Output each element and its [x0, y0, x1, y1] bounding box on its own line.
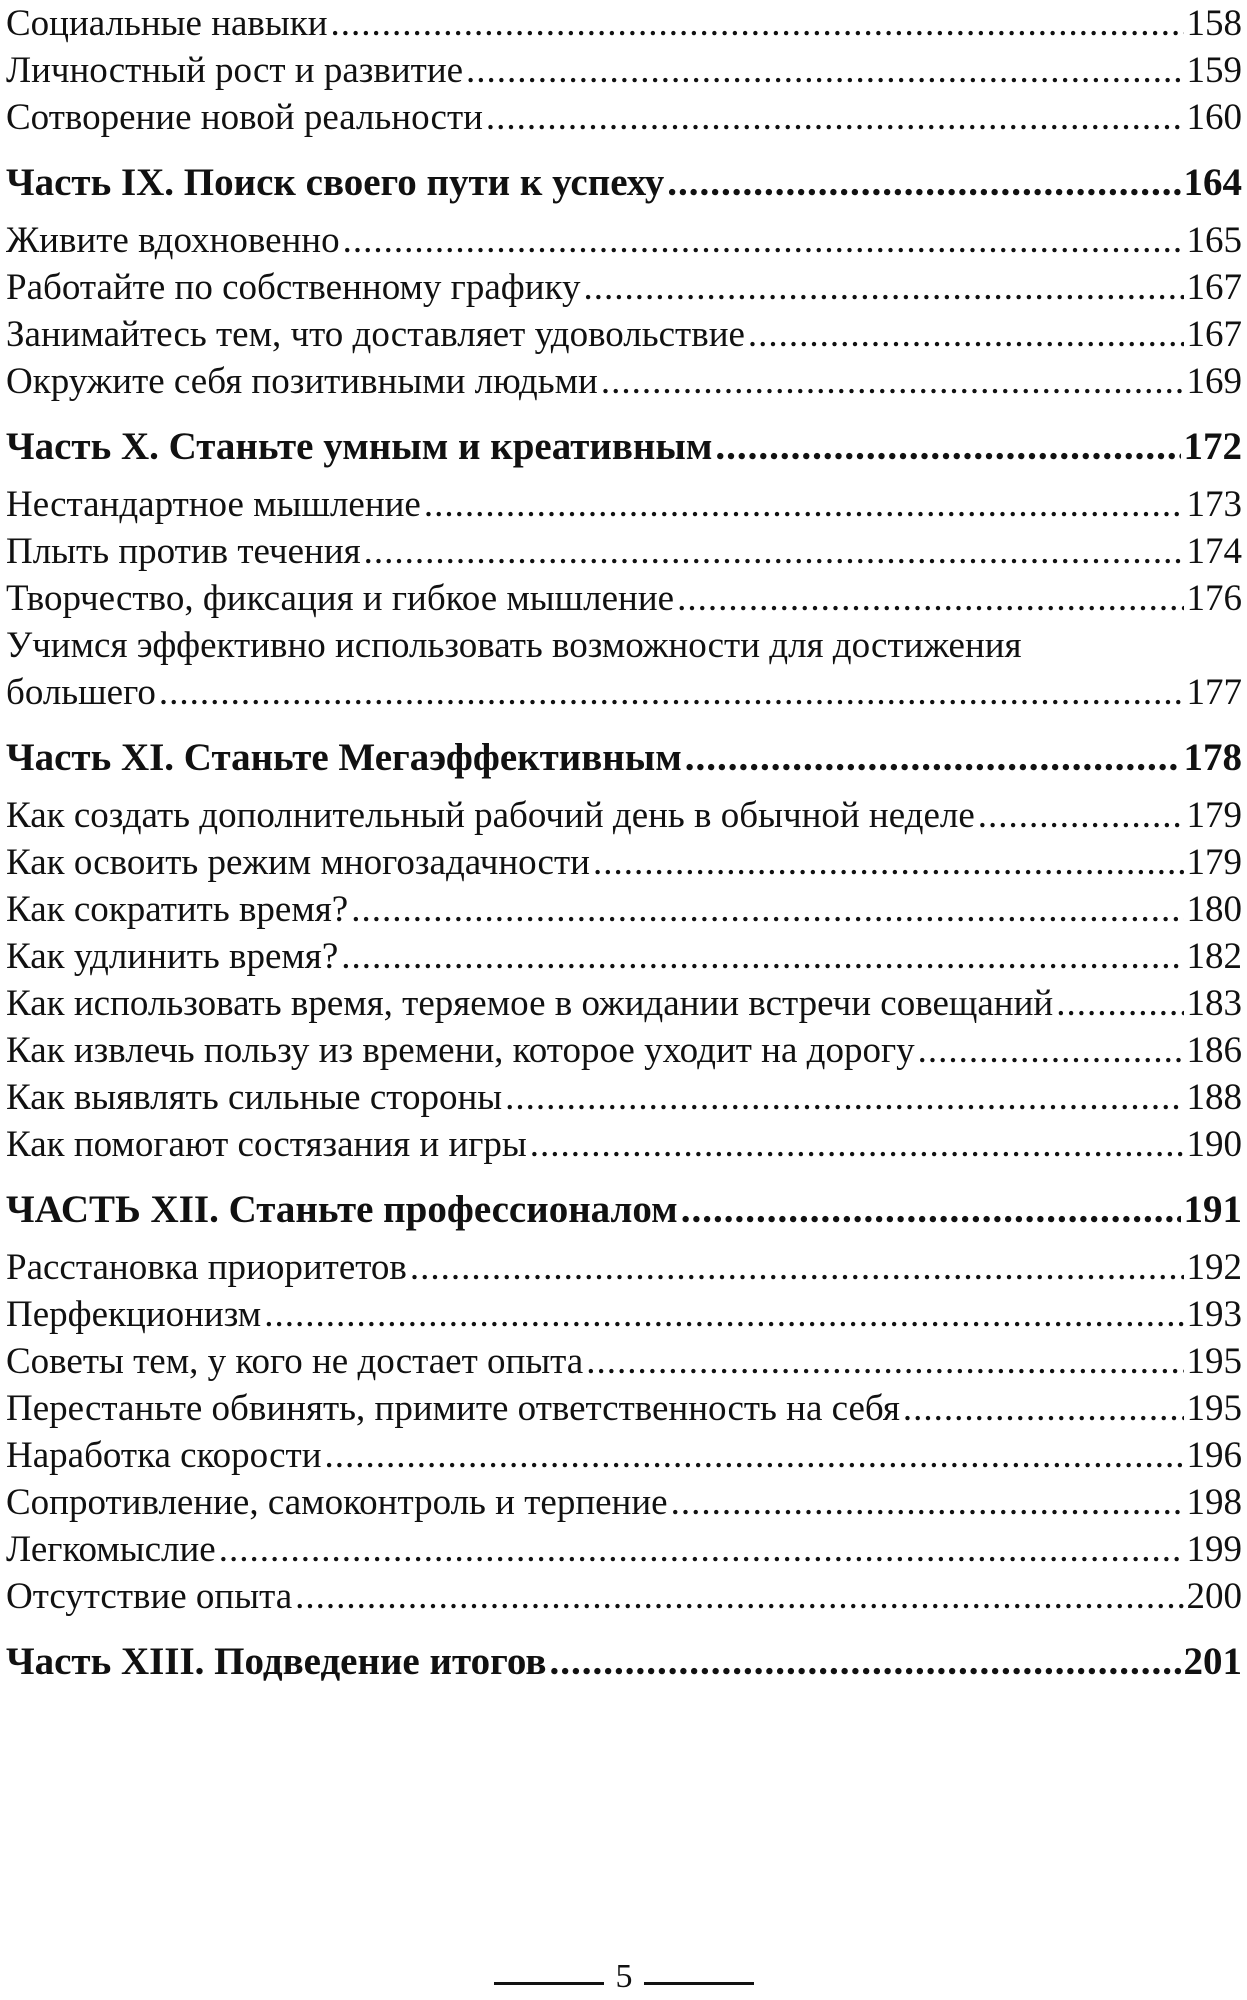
toc-entry-title: Часть XIII. Подведение итогов — [6, 1640, 547, 1683]
page-number: 5 — [615, 1958, 633, 1995]
dot-leader — [219, 1526, 1184, 1573]
dot-leader — [295, 1573, 1183, 1620]
toc-entry-page: 183 — [1186, 983, 1242, 1024]
toc-part-heading[interactable] — [6, 1184, 1242, 1236]
toc-entry-page: 179 — [1186, 795, 1242, 836]
toc-entry[interactable] — [6, 669, 1242, 716]
dot-leader — [466, 47, 1183, 94]
toc-entry[interactable] — [6, 94, 1242, 141]
toc-part-heading[interactable] — [6, 1636, 1242, 1688]
toc-entry-page: 178 — [1183, 736, 1242, 779]
toc-entry[interactable] — [6, 839, 1242, 886]
toc-entry-title: Окружите себя позитивными людьми — [6, 361, 598, 402]
toc-entry-title: Социальные навыки — [6, 3, 328, 44]
toc-entry-page: 165 — [1186, 220, 1242, 261]
toc-entry[interactable] — [6, 217, 1242, 264]
toc-entry-title-line1: Учимся эффективно использовать возможности для достижения — [6, 625, 1022, 666]
toc-entry-title: Работайте по собственному графику — [6, 267, 581, 308]
toc-part-heading[interactable] — [6, 157, 1242, 209]
toc-entry-title: Как создать дополнительный рабочий день в обычной неделе — [6, 795, 975, 836]
toc-entry-title: Как сократить время? — [6, 889, 349, 930]
toc-entry[interactable] — [6, 1479, 1242, 1526]
toc-entry[interactable] — [6, 358, 1242, 405]
dot-leader — [601, 358, 1184, 405]
toc-entry-page: 199 — [1186, 1529, 1242, 1570]
toc-entry[interactable] — [6, 1027, 1242, 1074]
toc-entry[interactable] — [6, 1338, 1242, 1385]
dot-leader — [918, 1027, 1184, 1074]
toc-entry-page: 196 — [1186, 1435, 1242, 1476]
dot-leader — [583, 264, 1183, 311]
toc-entry-title: Как извлечь пользу из времени, которое уходит на дорогу — [6, 1030, 915, 1071]
footer-rule-left — [494, 1982, 604, 1985]
dot-leader — [685, 732, 1181, 784]
toc-entry[interactable] — [6, 47, 1242, 94]
toc-entry-page: 169 — [1186, 361, 1242, 402]
toc-entry-title: Как освоить режим многозадачности — [6, 842, 590, 883]
dot-leader — [978, 792, 1184, 839]
toc-entry-title: Как выявлять сильные стороны — [6, 1077, 503, 1118]
toc-entry-page: 195 — [1186, 1388, 1242, 1429]
toc-entry[interactable] — [6, 0, 1242, 47]
toc-entry[interactable] — [6, 1573, 1242, 1620]
dot-leader — [325, 1432, 1184, 1479]
toc-entry-page: 200 — [1186, 1576, 1242, 1617]
page-footer — [0, 1960, 1247, 1994]
dot-leader — [331, 0, 1184, 47]
toc-entry[interactable] — [6, 980, 1242, 1027]
toc-entry[interactable] — [6, 1291, 1242, 1338]
toc-entry-title: Советы тем, у кого не достает опыта — [6, 1341, 584, 1382]
toc-entry-title: Плыть против течения — [6, 531, 361, 572]
toc-entry[interactable] — [6, 528, 1242, 575]
toc-entry-page: 172 — [1183, 425, 1242, 468]
toc-entry-page: 159 — [1186, 50, 1242, 91]
dot-leader — [486, 94, 1184, 141]
dot-leader — [903, 1385, 1184, 1432]
toc-entry-title: Нестандартное мышление — [6, 484, 421, 525]
toc-entry-title: Часть X. Станьте умным и креативным — [6, 425, 713, 468]
toc-entry-title: Легкомыслие — [6, 1529, 216, 1570]
toc-entry[interactable] — [6, 575, 1242, 622]
toc-entry-page: 195 — [1186, 1341, 1242, 1382]
toc-entry-page: 198 — [1186, 1482, 1242, 1523]
toc-entry-title: Отсутствие опыта — [6, 1576, 293, 1617]
toc-entry-page: 186 — [1186, 1030, 1242, 1071]
toc-part-heading[interactable] — [6, 732, 1242, 784]
toc-entry[interactable] — [6, 311, 1242, 358]
toc-entry-title: Перфекционизм — [6, 1294, 262, 1335]
toc-entry-title: Занимайтесь тем, что доставляет удовольствие — [6, 314, 745, 355]
toc-entry-page: 180 — [1186, 889, 1242, 930]
toc-entry-page: 192 — [1186, 1247, 1242, 1288]
toc-entry-page: 167 — [1186, 314, 1242, 355]
toc-entry[interactable] — [6, 933, 1242, 980]
toc-entry-title: Сотворение новой реальности — [6, 97, 483, 138]
dot-leader — [681, 1184, 1181, 1236]
dot-leader — [677, 575, 1183, 622]
toc-entry-page: 190 — [1186, 1124, 1242, 1165]
toc-entry-title: Наработка скорости — [6, 1435, 322, 1476]
toc-entry-page: 158 — [1186, 3, 1242, 44]
dot-leader — [264, 1291, 1183, 1338]
toc-entry[interactable] — [6, 481, 1242, 528]
toc-entry-page: 176 — [1186, 578, 1242, 619]
toc-entry[interactable] — [6, 1121, 1242, 1168]
toc-entry-page: 177 — [1186, 672, 1242, 713]
toc-entry[interactable] — [6, 1432, 1242, 1479]
toc-entry-page: 164 — [1183, 161, 1242, 204]
dot-leader — [364, 528, 1184, 575]
dot-leader — [667, 157, 1180, 209]
toc-entry[interactable] — [6, 886, 1242, 933]
dot-leader — [549, 1636, 1180, 1688]
toc-entry-title: Как удлинить время? — [6, 936, 339, 977]
toc-entry[interactable] — [6, 1244, 1242, 1291]
toc-entry-page: 173 — [1186, 484, 1242, 525]
toc-entry-page: 188 — [1186, 1077, 1242, 1118]
toc-entry-title: Как помогают состязания и игры — [6, 1124, 527, 1165]
toc-entry[interactable] — [6, 264, 1242, 311]
toc-entry-page: 179 — [1186, 842, 1242, 883]
dot-leader — [341, 933, 1183, 980]
toc-entry-title: Сопротивление, самоконтроль и терпение — [6, 1482, 668, 1523]
toc-entry-title: Часть XI. Станьте Мегаэффективным — [6, 736, 682, 779]
toc-entry-title: Как использовать время, теряемое в ожидании встречи совещаний — [6, 983, 1054, 1024]
footer-rule-right — [644, 1982, 754, 1985]
toc-entry-page: 191 — [1183, 1188, 1242, 1231]
toc-entry-title: Творчество, фиксация и гибкое мышление — [6, 578, 675, 619]
toc-entry-page: 160 — [1186, 97, 1242, 138]
toc-entry-page: 193 — [1186, 1294, 1242, 1335]
toc-entry-page: 174 — [1186, 531, 1242, 572]
dot-leader — [593, 839, 1184, 886]
dot-leader — [748, 311, 1184, 358]
dot-leader — [671, 1479, 1184, 1526]
dot-leader — [530, 1121, 1184, 1168]
toc-entry-title: Расстановка приоритетов — [6, 1247, 407, 1288]
toc-entry-title: ЧАСТЬ XII. Станьте профессионалом — [6, 1188, 678, 1231]
toc-entry-title: Часть IX. Поиск своего пути к успеху — [6, 161, 665, 204]
dot-leader — [715, 421, 1180, 473]
toc-entry-title: Личностный рост и развитие — [6, 50, 464, 91]
dot-leader — [159, 669, 1184, 716]
dot-leader — [1056, 980, 1183, 1027]
dot-leader — [505, 1074, 1183, 1121]
dot-leader — [343, 217, 1184, 264]
toc-entry-title: Живите вдохновенно — [6, 220, 340, 261]
toc-part-heading[interactable] — [6, 421, 1242, 473]
table-of-contents — [6, 0, 1242, 1696]
toc-entry[interactable] — [6, 1385, 1242, 1432]
toc-entry[interactable] — [6, 1526, 1242, 1573]
toc-entry[interactable] — [6, 792, 1242, 839]
toc-entry-page: 167 — [1186, 267, 1242, 308]
dot-leader — [586, 1338, 1183, 1385]
dot-leader — [410, 1244, 1184, 1291]
toc-entry-title: большего — [6, 672, 156, 713]
toc-entry[interactable] — [6, 1074, 1242, 1121]
toc-entry-page: 201 — [1183, 1640, 1242, 1683]
toc-entry-page: 182 — [1186, 936, 1242, 977]
dot-leader — [351, 886, 1183, 933]
toc-entry-title: Перестаньте обвинять, примите ответственность на себя — [6, 1388, 900, 1429]
dot-leader — [424, 481, 1184, 528]
